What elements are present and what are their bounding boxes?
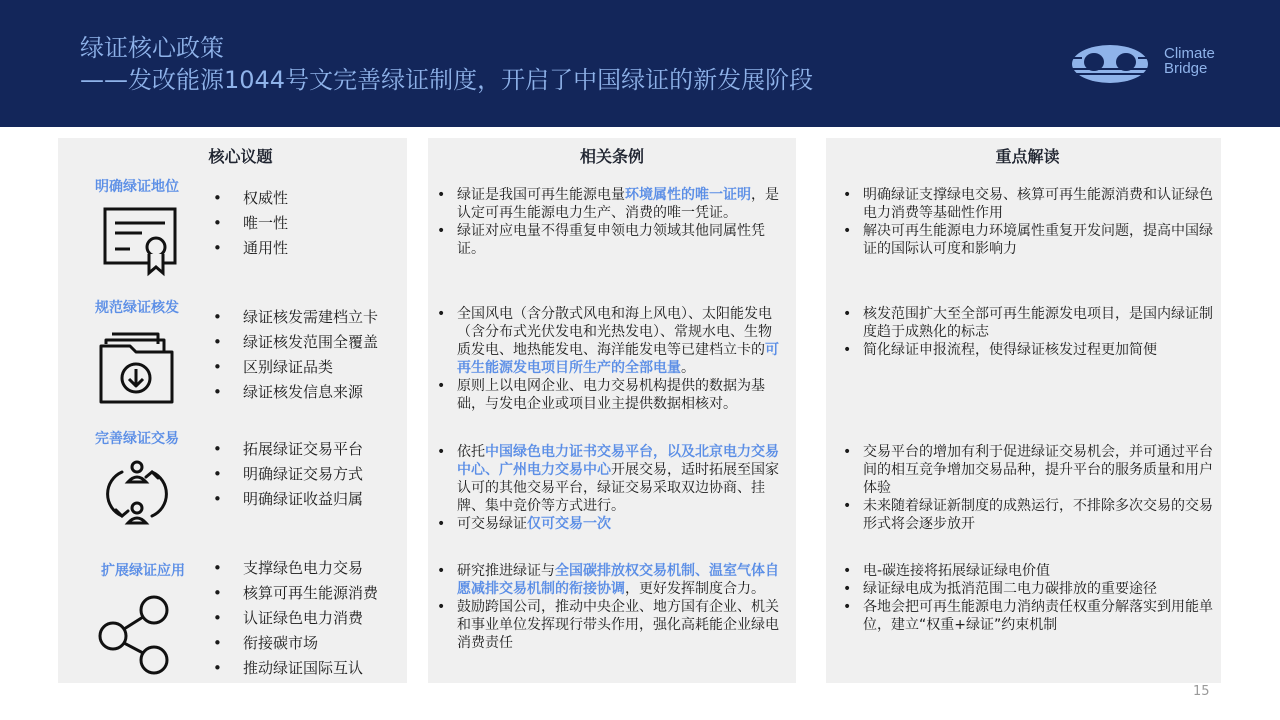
reading-list bbox=[843, 562, 1213, 634]
page-subtitle: ——发改能源1044号文完善绿证制度，开启了中国绿证的新发展阶段 bbox=[80, 66, 814, 94]
list-item bbox=[437, 598, 782, 652]
list-item: • 解决可再生能源电力环境属性重复开发问题，提高中国绿证的国际认可度和影响力 bbox=[843, 222, 1213, 258]
list-item: • 简化绿证申报流程，使得绿证核发过程更加简便 bbox=[843, 341, 1213, 359]
body-text: 开展交易，适时拓展至国家认可的其他交易平台，绿证交易采取双边协商、挂牌、集中竞价等方式进行。 bbox=[457, 462, 779, 514]
body-text: 全国风电（含分散式风电和海上风电）、太阳能发电（含分布式光伏发电和光热发电）、常规水电、生物质发电、地热能发电、海洋能发电等已建档立卡的 bbox=[457, 306, 772, 358]
list-item: • 区别绿证品类 bbox=[213, 355, 405, 380]
clause-list bbox=[437, 305, 782, 413]
column-header-clauses: 相关条例 bbox=[579, 147, 644, 166]
page-number: 15 bbox=[1193, 684, 1210, 699]
body-text: 鼓励跨国公司，推动中央企业、地方国有企业、机关和事业单位发挥现行带头作用，强化高耗能企业绿电消费责任 bbox=[457, 599, 779, 651]
list-item: • 支撑绿色电力交易 bbox=[213, 556, 405, 581]
list-item: • 通用性 bbox=[213, 236, 405, 261]
clause-list bbox=[437, 562, 782, 652]
list-item bbox=[437, 515, 782, 533]
body-text: 。 bbox=[681, 360, 695, 376]
body-text: 绿证对应电量不得重复申领电力领域其他同属性凭证。 bbox=[457, 223, 765, 257]
clause-list bbox=[437, 186, 782, 258]
list-item: • 未来随着绿证新制度的成熟运行，不排除多次交易的交易形式将会逐步放开 bbox=[843, 497, 1213, 533]
issue-list bbox=[213, 556, 405, 681]
body-text: 绿证是我国可再生能源电量 bbox=[457, 187, 625, 203]
exchange-cycle-icon bbox=[104, 458, 170, 530]
list-item: • 绿证核发需建档立卡 bbox=[213, 305, 405, 330]
topic-label: 规范绿证核发 bbox=[95, 300, 179, 316]
highlight-text: 可再生能源发电项目所生产的全部电量 bbox=[457, 342, 779, 376]
list-item bbox=[437, 443, 782, 515]
reading-list bbox=[843, 443, 1213, 533]
body-text: 依托 bbox=[457, 444, 485, 460]
list-item bbox=[437, 377, 782, 413]
body-text: 研究推进绿证与 bbox=[457, 563, 555, 579]
body-text: ，更好发挥制度合力。 bbox=[625, 581, 765, 597]
list-item: • 明确绿证交易方式 bbox=[213, 462, 405, 487]
clause-list bbox=[437, 443, 782, 533]
list-item: • 电-碳连接将拓展绿证绿电价值 bbox=[843, 562, 1213, 580]
certificate-icon bbox=[100, 203, 182, 279]
list-item bbox=[437, 562, 782, 598]
list-item: • 唯一性 bbox=[213, 211, 405, 236]
topic-label: 明确绿证地位 bbox=[95, 179, 179, 195]
list-item: • 交易平台的增加有利于促进绿证交易机会，并可通过平台间的相互竞争增加交易品种，提升平台的服务质量和用户体验 bbox=[843, 443, 1213, 497]
highlight-text: 环境属性的唯一证明 bbox=[625, 187, 751, 203]
list-item: • 核算可再生能源消费 bbox=[213, 581, 405, 606]
body-text: 原则上以电网企业、电力交易机构提供的数据为基础，与发电企业或项目业主提供数据相核对。 bbox=[457, 378, 765, 412]
highlight-text: 全国碳排放权交易机制、温室气体自愿减排交易机制的衔接协调 bbox=[457, 563, 779, 597]
issue-list bbox=[213, 437, 405, 512]
list-item: • 绿证核发范围全覆盖 bbox=[213, 330, 405, 355]
list-item: • 明确绿证支撑绿电交易、核算可再生能源消费和认证绿色电力消费等基础性作用 bbox=[843, 186, 1213, 222]
topic-label: 扩展绿证应用 bbox=[101, 563, 185, 579]
reading-list bbox=[843, 186, 1213, 258]
body-text: ，是认定可再生能源电力生产、消费的唯一凭证。 bbox=[457, 187, 779, 221]
logo-text: Climate Bridge bbox=[1164, 45, 1215, 77]
list-item: • 各地会把可再生能源电力消纳责任权重分解落实到用能单位，建立“权重+绿证”约束机制 bbox=[843, 598, 1213, 634]
column-header-reading: 重点解读 bbox=[995, 147, 1060, 166]
list-item: • 核发范围扩大至全部可再生能源发电项目，是国内绿证制度趋于成熟化的标志 bbox=[843, 305, 1213, 341]
issue-list bbox=[213, 305, 405, 405]
list-item: • 拓展绿证交易平台 bbox=[213, 437, 405, 462]
body-text: 可交易绿证 bbox=[457, 516, 527, 532]
list-item: • 推动绿证国际互认 bbox=[213, 656, 405, 681]
highlight-text: 中国绿色电力证书交易平台，以及北京电力交易中心、广州电力交易中心 bbox=[457, 444, 779, 478]
page-title: 绿证核心政策 bbox=[80, 34, 224, 62]
topic-label: 完善绿证交易 bbox=[95, 431, 179, 447]
column-header-issues: 核心议题 bbox=[208, 147, 273, 166]
list-item bbox=[437, 186, 782, 222]
list-item: • 明确绿证收益归属 bbox=[213, 487, 405, 512]
list-item bbox=[437, 222, 782, 258]
list-item: • 权威性 bbox=[213, 186, 405, 211]
reading-list bbox=[843, 305, 1213, 359]
header-bar bbox=[0, 0, 1280, 127]
list-item: • 衔接碳市场 bbox=[213, 631, 405, 656]
list-item: • 绿证绿电成为抵消范围二电力碳排放的重要途径 bbox=[843, 580, 1213, 598]
share-network-icon bbox=[96, 594, 176, 676]
folder-download-icon bbox=[98, 328, 180, 406]
issue-list bbox=[213, 186, 405, 261]
highlight-text: 仅可交易一次 bbox=[527, 516, 611, 532]
list-item: • 认证绿色电力消费 bbox=[213, 606, 405, 631]
list-item: • 绿证核发信息来源 bbox=[213, 380, 405, 405]
list-item bbox=[437, 305, 782, 377]
